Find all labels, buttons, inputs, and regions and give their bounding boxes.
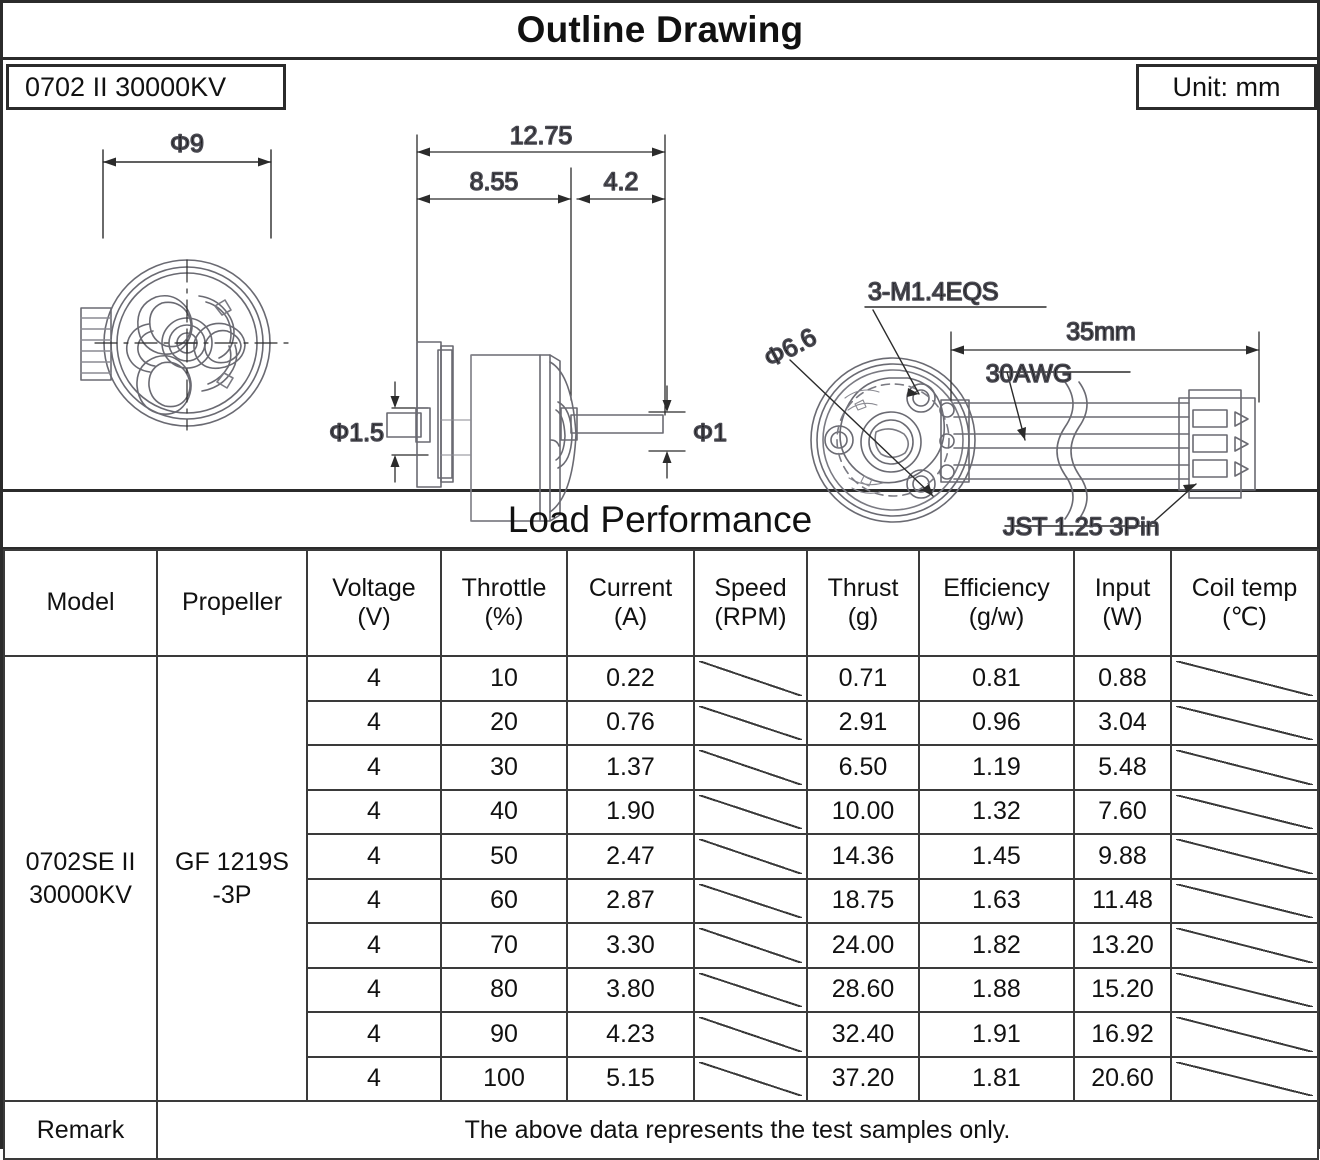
- cell-input: 7.60: [1074, 790, 1171, 835]
- cell-thrust: 10.00: [807, 790, 919, 835]
- cell-thrust: 0.71: [807, 656, 919, 701]
- col-header-input: [1074, 550, 1171, 656]
- page-title: Outline Drawing: [516, 9, 804, 50]
- cell-current: 4.23: [567, 1012, 694, 1057]
- cell-throttle: 50: [441, 834, 567, 879]
- cell-input: 3.04: [1074, 701, 1171, 746]
- col-header-coil-temp: [1171, 550, 1318, 656]
- col-header-current-unit: (A): [613, 603, 648, 631]
- cell-speed: [694, 834, 807, 879]
- load-performance-table: [3, 549, 1319, 1160]
- model-tag-label: 0702 II 30000KV: [25, 71, 227, 102]
- cell-voltage: 4: [307, 656, 441, 701]
- cell-throttle: 20: [441, 701, 567, 746]
- cell-efficiency: 1.88: [919, 968, 1074, 1013]
- cell-current: 3.30: [567, 923, 694, 968]
- col-header-thrust-name: Thrust: [827, 573, 899, 602]
- cell-voltage: 4: [307, 790, 441, 835]
- col-header-model-name: Model: [46, 588, 115, 617]
- cell-input: 16.92: [1074, 1012, 1171, 1057]
- cell-throttle: 80: [441, 968, 567, 1013]
- col-header-thrust-unit: (g): [847, 603, 879, 631]
- cell-coil-temp: [1171, 834, 1318, 879]
- cell-input: 11.48: [1074, 879, 1171, 924]
- cell-thrust: 14.36: [807, 834, 919, 879]
- cell-speed: [694, 1057, 807, 1102]
- table-body: [4, 656, 1318, 1159]
- page-title-band: [3, 3, 1317, 60]
- cell-coil-temp: [1171, 879, 1318, 924]
- col-header-voltage-name: Voltage: [332, 573, 416, 602]
- cell-efficiency: 1.63: [919, 879, 1074, 924]
- cell-coil-temp: [1171, 923, 1318, 968]
- unit-box: [1136, 64, 1317, 110]
- cell-thrust: 6.50: [807, 745, 919, 790]
- cell-speed: [694, 879, 807, 924]
- cell-throttle: 30: [441, 745, 567, 790]
- cell-propeller-line2: -3P: [212, 880, 252, 909]
- cell-throttle: 40: [441, 790, 567, 835]
- col-header-throttle-name: Throttle: [461, 573, 547, 602]
- cell-thrust: 2.91: [807, 701, 919, 746]
- cell-throttle: 70: [441, 923, 567, 968]
- cell-throttle: 100: [441, 1057, 567, 1102]
- col-header-input-name: Input: [1094, 573, 1151, 602]
- cell-current: 0.76: [567, 701, 694, 746]
- col-header-speed-unit: (RPM): [714, 603, 787, 631]
- cell-speed: [694, 923, 807, 968]
- col-header-coil-temp-name: Coil temp: [1191, 573, 1298, 602]
- cell-current: 2.87: [567, 879, 694, 924]
- cell-efficiency: 1.45: [919, 834, 1074, 879]
- cell-speed: [694, 745, 807, 790]
- cell-voltage: 4: [307, 1012, 441, 1057]
- col-header-coil-temp-unit: (℃): [1222, 603, 1267, 631]
- cell-thrust: 32.40: [807, 1012, 919, 1057]
- wire-length-label: 35mm: [1066, 318, 1136, 346]
- cell-coil-temp: [1171, 745, 1318, 790]
- col-header-model: [4, 550, 157, 656]
- cell-efficiency: 1.81: [919, 1057, 1074, 1102]
- cell-speed: [694, 656, 807, 701]
- load-performance-band: [3, 492, 1317, 549]
- cell-throttle: 90: [441, 1012, 567, 1057]
- side-total-length-label: 12.75: [509, 122, 573, 150]
- side-bell-shaft-dia-label: Φ1.5: [329, 419, 384, 447]
- cell-input: 20.60: [1074, 1057, 1171, 1102]
- cell-coil-temp: [1171, 1012, 1318, 1057]
- cell-thrust: 18.75: [807, 879, 919, 924]
- cell-efficiency: 0.96: [919, 701, 1074, 746]
- table-header-row: [4, 550, 1318, 656]
- cell-coil-temp: [1171, 701, 1318, 746]
- cell-throttle: 60: [441, 879, 567, 924]
- col-header-current-name: Current: [588, 573, 673, 602]
- cell-efficiency: 1.19: [919, 745, 1074, 790]
- cell-efficiency: 1.91: [919, 1012, 1074, 1057]
- cell-speed: [694, 790, 807, 835]
- col-header-current: [567, 550, 694, 656]
- cell-voltage: 4: [307, 968, 441, 1013]
- col-header-voltage: [307, 550, 441, 656]
- cell-voltage: 4: [307, 834, 441, 879]
- side-shaft-length-label: 4.2: [603, 168, 639, 196]
- front-diameter-label: Φ9: [170, 130, 204, 158]
- remark-label: Remark: [4, 1101, 157, 1159]
- cell-input: 13.20: [1074, 923, 1171, 968]
- cell-voltage: 4: [307, 701, 441, 746]
- col-header-efficiency: [919, 550, 1074, 656]
- side-body-length-label: 8.55: [469, 168, 519, 196]
- cell-speed: [694, 1012, 807, 1057]
- cell-current: 0.22: [567, 656, 694, 701]
- cell-current: 3.80: [567, 968, 694, 1013]
- cell-voltage: 4: [307, 1057, 441, 1102]
- cell-current: 1.90: [567, 790, 694, 835]
- cell-efficiency: 1.82: [919, 923, 1074, 968]
- col-header-throttle: [441, 550, 567, 656]
- cell-input: 0.88: [1074, 656, 1171, 701]
- cell-efficiency: 1.32: [919, 790, 1074, 835]
- cell-current: 1.37: [567, 745, 694, 790]
- cell-voltage: 4: [307, 923, 441, 968]
- side-shaft-dia-label: Φ1: [693, 419, 727, 447]
- col-header-thrust: [807, 550, 919, 656]
- cell-voltage: 4: [307, 879, 441, 924]
- cell-thrust: 24.00: [807, 923, 919, 968]
- remark-row: [4, 1101, 1318, 1159]
- cell-coil-temp: [1171, 968, 1318, 1013]
- cell-input: 5.48: [1074, 745, 1171, 790]
- col-header-throttle-unit: (%): [484, 603, 524, 631]
- cell-input: 15.20: [1074, 968, 1171, 1013]
- side-view-group: [387, 135, 685, 521]
- cell-throttle: 10: [441, 656, 567, 701]
- wire-gauge-label: 30AWG: [985, 360, 1073, 388]
- cell-model: [4, 656, 157, 1101]
- cell-speed: [694, 701, 807, 746]
- col-header-speed-name: Speed: [714, 573, 787, 602]
- col-header-efficiency-unit: (g/w): [968, 603, 1025, 631]
- col-header-voltage-unit: (V): [357, 603, 391, 631]
- load-performance-title: Load Performance: [507, 498, 813, 540]
- mount-pcd-label: Φ6.6: [759, 322, 822, 374]
- col-header-propeller-name: Propeller: [181, 588, 283, 617]
- cell-speed: [694, 968, 807, 1013]
- cell-coil-temp: [1171, 1057, 1318, 1102]
- col-header-propeller: [157, 550, 307, 656]
- cell-input: 9.88: [1074, 834, 1171, 879]
- model-tag-box: [6, 64, 286, 110]
- cell-efficiency: 0.81: [919, 656, 1074, 701]
- col-header-speed: [694, 550, 807, 656]
- col-header-input-unit: (W): [1102, 603, 1143, 631]
- remark-text: The above data represents the test samples only.: [157, 1101, 1318, 1159]
- cell-propeller: [157, 656, 307, 1101]
- cell-propeller-line1: GF 1219S: [175, 848, 289, 876]
- cell-model-line2: 30000KV: [29, 880, 132, 909]
- connector-label: JST 1.25 3Pin: [1003, 513, 1160, 541]
- front-view-group: [81, 150, 289, 430]
- col-header-efficiency-name: Efficiency: [943, 573, 1050, 602]
- cell-coil-temp: [1171, 656, 1318, 701]
- mount-thread-label: 3-M1.4EQS: [868, 278, 999, 306]
- unit-label: Unit: mm: [1172, 71, 1281, 102]
- table-row: [4, 656, 1318, 701]
- cell-current: 2.47: [567, 834, 694, 879]
- cell-thrust: 37.20: [807, 1057, 919, 1102]
- cell-voltage: 4: [307, 745, 441, 790]
- cell-model-line1: 0702SE II: [25, 848, 136, 876]
- cell-thrust: 28.60: [807, 968, 919, 1013]
- cell-current: 5.15: [567, 1057, 694, 1102]
- cell-coil-temp: [1171, 790, 1318, 835]
